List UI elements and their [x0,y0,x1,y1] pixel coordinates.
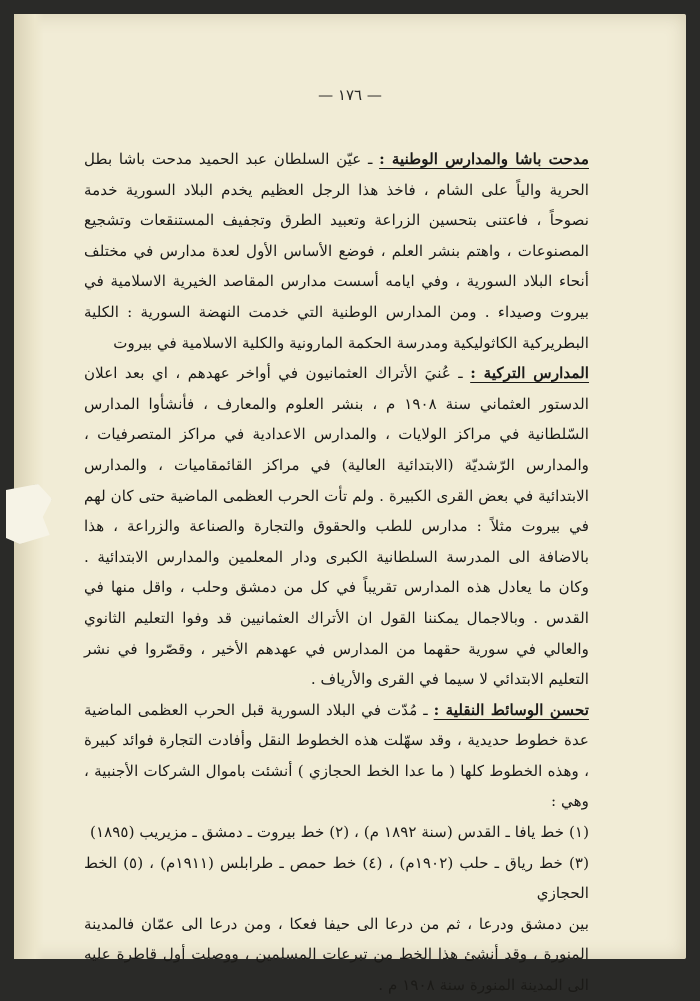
section-midhat-pasha [84,144,589,358]
page-number: — ١٧٦ — [318,86,382,104]
torn-paper-fragment [6,484,52,544]
section-heading: المدارس التركية : [470,364,590,383]
section-text: ـ عُنيَ الأتراك العثمانيون في أواخر عهدهم ، اي بعد اعلان الدستور العثماني سنة ١٩٠٨ م ، بنشر العلوم والمعارف ، فأنشأوا المدارس السّلطانية في مراكز الولايات ، والمدارس الاعدادية في مراكز المتصرفيات ، والمدارس الرّشديّة (الابتدائية العالية) في مراكز القائمقاميات ، والمدارس الابتدائية في بعض القرى الكبيرة . ولم تأت الحرب العظمى الماضية حتى كان لهم في بيروت مثلاً : مدارس للطب والحقوق والتجارة والصناعة والزراعة ، هذا بالاضافة الى المدرسة السلطانية الكبرى ودار المعلمين والمدارس الابتدائية . وكان ما يعادل هذه المدارس تقريباً في كل من دمشق وحلب ، واقل منها في القدس . وبالاجمال يمكننا القول ان الأتراك العثمانيين قد وفوا التعليم الثانوي والعالي في سورية حقهما من المدارس في عهدهم الأخير ، وقصّروا في نشر التعليم الابتدائي لا سيما في القرى والأرياف . [84,364,589,689]
book-page [14,14,686,995]
section-transport [84,695,589,817]
railway-line-item: (١) خط يافا ـ القدس (سنة ١٨٩٢ م) ، (٢) خط بيروت ـ دمشق ـ مزيريب (١٨٩٥) [90,823,589,842]
section-text: ـ عيّن السلطان عبد الحميد مدحت باشا بطل الحرية والياً على الشام ، فاخذ هذا الرجل العظيم يخدم البلاد السورية خدمة نصوحاً ، فاعتنى بتحسين الزراعة وتعبيد الطرق وتجفيف المستنقعات وتشجيع المصنوعات ، واهتم بنشر العلم ، فوضع الأساس الأول لعدة مدارس في مختلف أنحاء البلاد السورية ، وفي ايامه أسست مدارس المقاصد الخيرية الاسلامية في بيروت وصيداء . ومن المدارس الوطنية التي خدمت النهضة السورية : الكلية البطريركية الكاثوليكية ومدرسة الحكمة المارونية والكلية الاسلامية في بيروت [84,150,589,352]
section-heading: تحسن الوسائط النقلية : [433,700,590,719]
railway-line-item: (٣) خط رياق ـ حلب (١٩٠٢م) ، (٤) خط حمص ـ طرابلس (١٩١١م) ، (٥) الخط الحجازي [84,853,590,903]
body-text [84,144,589,1001]
closing-paragraph: بين دمشق ودرعا ، ثم من درعا الى حيفا فعكا ، ومن درعا الى عمّان فالمدينة المنورة ، وقد أنشئ هذا الخط من تبرعات المسلمين ، ووصلت أول قاطرة عليه الى المدينة المنورة سنة ١٩٠٨ م . [84,914,589,995]
section-heading: مدحت باشا والمدارس الوطنية : [379,150,589,168]
section-turkish-schools [84,358,589,695]
section-text: ـ مُدّت في البلاد السورية قبل الحرب العظمى الماضية عدة خطوط حديدية ، وقد سهّلت هذه الخطوط النقل وأفادت التجارة فوائد كبيرة ، وهذه الخطوط كلها ( ما عدا الخط الحجازي ) أنشئت باموال الشركات الأجنبية ، وهي : [84,700,589,811]
